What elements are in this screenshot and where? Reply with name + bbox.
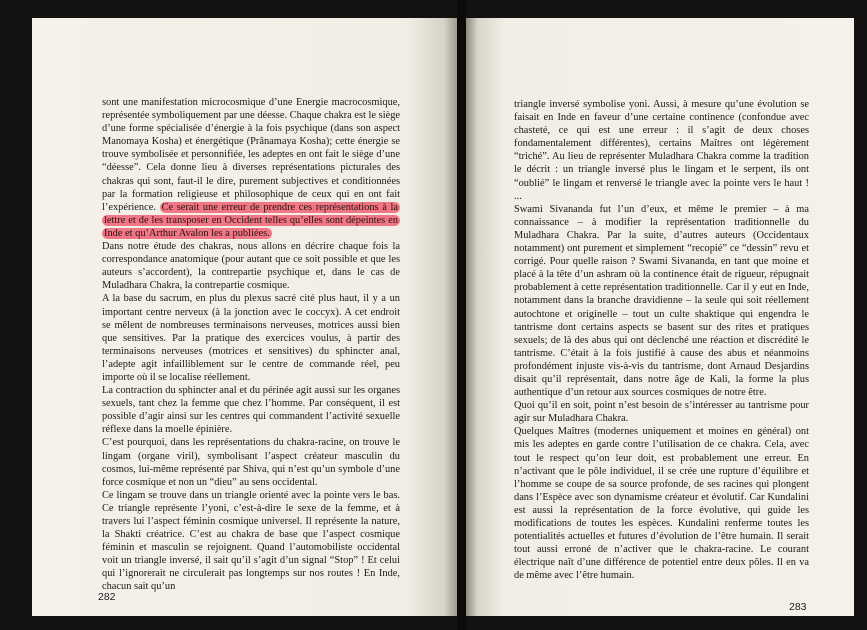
left-page [32,18,457,616]
paragraph: La contraction du sphincter anal et du périnée agit aussi sur les organes sexuels, tant chez la femme que chez l’homme. Par conséquent, il est possible d’agir ainsi sur les centres qui commandent l’activité sexuelle réflexe dans la moelle épinière. [102,385,400,436]
paragraph: Swami Sivananda fut l’un d’eux, et même le premier – à ma connaissance – à modifier la représentation traditionnelle du Muladhara Chakra. Par la suite, d’autres auteurs (Occidentaux notamment) ont purement et simplement “recopié” ce “dessin” revu et corrigé. Pour quelle raison ? Swami Sivananda, en tant que moine et placé à la tête d’un ashram où la continence était de rigueur, répugnait probablement à cette représentation traditionnelle. Car il y eut en Inde, notamment dans la branche dravidienne – la seule qui soit réellement autochtone et originelle – tout un culte shaktique qui engendra le tantrisme dont certains aspects se basent sur des rites et pratiques sexuels; de là des abus qui ont déclenché une réaction et discrédité le tantrisme. C’était à la fois justifié à cause des abus et néanmoins profondément injuste vis-à-vis du tantrisme, dont Arnaud Desjardins disait qu’il représentait, dans notre âge de Kali, la forme la plus authentique d’un retour aux sources cosmiques de notre être. [514,203,809,399]
book-gutter [457,0,466,630]
right-page-body [514,98,809,582]
paragraph: Ce lingam se trouve dans un triangle orienté avec la pointe vers le bas. Ce triangle représente l’yoni, c’est-à-dire le sexe de la femme, et à travers lui l’aspect féminin cosmique universel. Il représente la nature, la Shakti créatrice. C’est au chakra de base que l’aspect cosmique féminin et masculin se rejoignent. Quand l’automobiliste occidental voit un triangle inversé, il sait qu’il s’agit d’un signal “Stop” ! Et celui qui l’ignorerait ne circulerait pas longtemps sur nos routes ! En Inde, chacun sait qu’un [102,489,400,593]
paragraph: C’est pourquoi, dans les représentations du chakra-racine, on trouve le lingam (organe viril), symbolisant l’aspect créateur masculin du cosmos, lui-même représenté par Shiva, qui n’est qu’un symbole d’une force cosmique et non un “dieu” au sens occidental. [102,437,400,488]
right-page [466,18,854,616]
paragraph: Quoi qu’il en soit, point n’est besoin de s’intéresser au tantrisme pour agir sur Muladhara Chakra. [514,400,809,425]
paragraph: Dans notre étude des chakras, nous allons en décrire chaque fois la correspondance anatomique (pour autant que ce soit possible et que les auteurs s’accordent), la contrepartie psychique et, dans le cas de Muladhara Chakra, la contrepartie cosmique. [102,241,400,292]
paragraph-text: sont une manifestation microcosmique d’une Energie macrocosmique, représentée symboliquement par une déesse. Chaque chakra est le siège d’une forme spécialisée d’énergie à la fois psychique (dans son aspect Manomaya Kosha) et énergétique (Prânamaya Kosha); cette énergie se trouve symbolisée et personnifiée, les adeptes en ont fait le siège d’une “déesse”. Cela donne lieu à diverses représentations picturales des chakras qui sont, faut-il le dire, purement subjectives et conditionnées par la formation religieuse et philosophique de ceux qui en ont fait l’expérience. [102,97,400,213]
page-number-left: 282 [98,591,116,603]
highlighted-passage: Ce serait une erreur de prendre ces représentations à la lettre et de les transposer en Occident telles qu’elles sont dépeintes en Inde et qu’Arthur Avalon les a publiées. [104,201,398,239]
paragraph: A la base du sacrum, en plus du plexus sacré cité plus haut, il y a un important centre nerveux (à la jonction avec le coccyx). A cet endroit se mêlent de nombreuses terminaisons nerveuses, motrices aussi bien que sensitives. Par la pratique des exercices voulus, à partir des terminaisons nerveuses (motrices et sensitives) du sphincter anal, l’adepte agit infailliblement sur le centre de commande réel, peu importe où il se localise réellement. [102,293,400,383]
paragraph: Quelques Maîtres (modernes uniquement et moines en général) ont mis les adeptes en garde contre l’utilisation de ce chakra. Cela, avec tout le respect qu’on leur doit, est probablement une erreur. En n’activant que le pôle individuel, il se crée une rupture d’équilibre et l’homme se coupe de sa source profonde, de ses racines qui plongent dans l’Espèce avec son dynamisme créateur et évolutif. Car Kundalini est aussi la représentation de la force évolutive, qui guide les modifications de toutes les espèces. Kundalini renferme toutes les potentialités actuelles et futures d’évolution de l’être humain. Il serait tout aussi erroné de n’activer que le chakra-racine. Le courant électrique naît d’une différence de potentiel entre deux pôles. Il en va de même avec l’être humain. [514,426,809,582]
page-number-right: 283 [789,601,807,613]
left-page-body [102,96,400,594]
paragraph [102,96,400,240]
paragraph: triangle inversé symbolise yoni. Aussi, à mesure qu’une évolution se faisait en Inde en faveur d’une certaine continence (confondue avec chasteté, ce qui est une erreur : il s’agit de deux choses fondamentalement différentes), certains Maîtres ont légèrement “triché”. Au lieu de représenter Muladhara Chakra comme la tradition le décrit : un triangle inversé plus le lingam et le serpent, ils ont “oublié” le lingam et renversé le triangle avec la pointe vers le haut ! ... [514,99,809,202]
